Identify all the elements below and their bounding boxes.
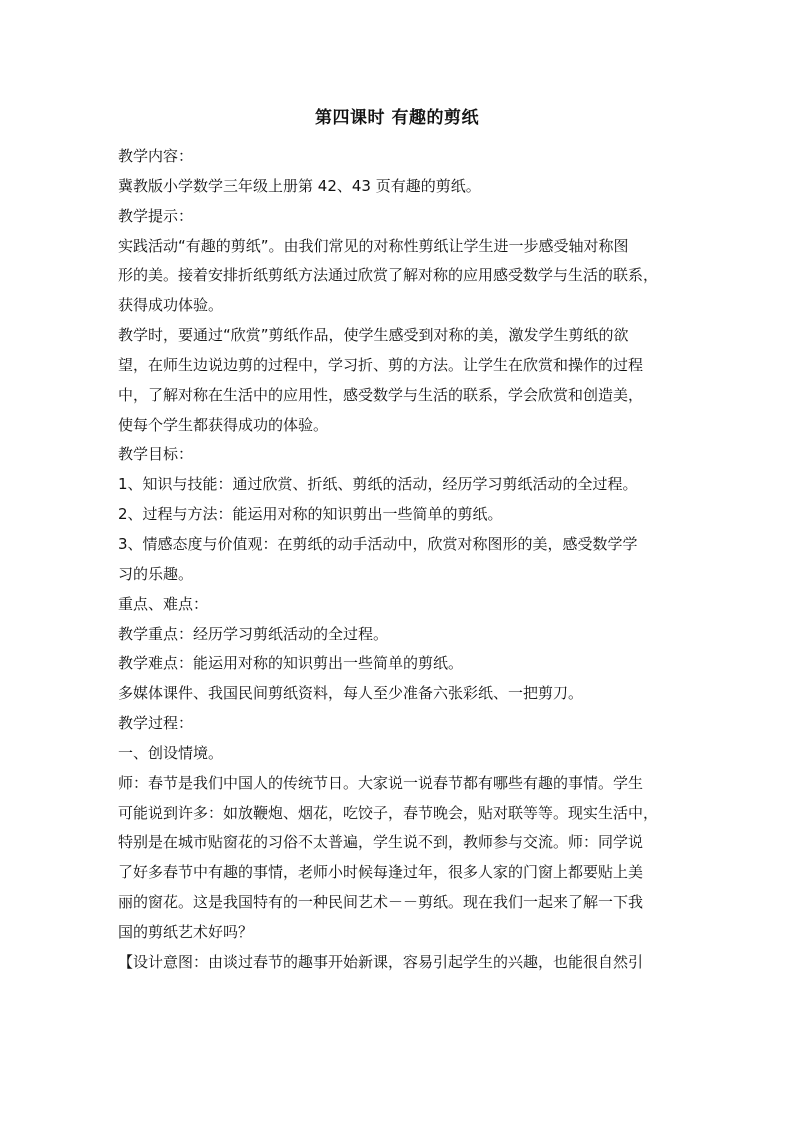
text-line: 丽的窗花。这是我国特有的一种民间艺术－－剪纸。现在我们一起来了解一下我: [118, 893, 644, 912]
text-line: 教学时，要通过“欣赏”剪纸作品，使学生感受到对称的美，激发学生剪纸的欲: [118, 326, 629, 345]
text-line: 使每个学生都获得成功的体验。: [118, 415, 329, 434]
text-line: 教学提示：: [118, 206, 194, 225]
text-line: 了好多春节中有趣的事情，老师小时候每逢过年，很多人家的门窗上都要贴上美: [118, 863, 644, 882]
text-line: 1、知识与技能：通过欣赏、折纸、剪纸的活动，经历学习剪纸活动的全过程。: [118, 475, 638, 494]
text-line: 【设计意图：由谈过春节的趣事开始新课，容易引起学生的兴趣，也能很自然引: [118, 952, 644, 971]
text-line: 习的乐趣。: [118, 564, 194, 583]
text-line: 可能说到许多：如放鞭炮、烟花，吃饺子，春节晚会，贴对联等等。现实生活中，: [118, 803, 659, 822]
document-title: 第四课时 有趣的剪纸: [315, 108, 479, 128]
text-line: 教学难点：能运用对称的知识剪出一些简单的剪纸。: [118, 654, 464, 673]
text-line: 重点、难点：: [118, 594, 209, 613]
text-line: 教学过程：: [118, 714, 194, 733]
text-line: 教学内容：: [118, 147, 194, 165]
text-line: 3、情感态度与价值观：在剪纸的动手活动中，欣赏对称图形的美，感受数学学: [118, 534, 638, 553]
text-line: 冀教版小学数学三年级上册第 42、43 页有趣的剪纸。: [118, 176, 481, 195]
text-line: 实践活动“有趣的剪纸”。由我们常见的对称性剪纸让学生进一步感受轴对称图: [118, 236, 629, 255]
text-line: 获得成功体验。: [118, 296, 224, 315]
text-line: 中，了解对称在生活中的应用性，感受数学与生活的联系，学会欣赏和创造美，: [118, 385, 644, 404]
text-line: 教学重点：经历学习剪纸活动的全过程。: [118, 624, 389, 643]
text-line: 望，在师生边说边剪的过程中，学习折、剪的方法。让学生在欣赏和操作的过程: [118, 355, 644, 374]
text-line: 多媒体课件、我国民间剪纸资料，每人至少准备六张彩纸、一把剪刀。: [118, 684, 584, 703]
document-body: [118, 142, 678, 978]
text-line: 国的剪纸艺术好吗？: [118, 922, 254, 941]
text-line: 教学目标：: [118, 445, 194, 464]
text-line: 特别是在城市贴窗花的习俗不太普遍，学生说不到，教师参与交流。师：同学说: [118, 833, 644, 852]
text-line: 形的美。接着安排折纸剪纸方法通过欣赏了解对称的应用感受数学与生活的联系，: [118, 266, 659, 285]
text-line: 一、创设情境。: [118, 743, 224, 762]
text-line: 2、过程与方法：能运用对称的知识剪出一些简单的剪纸。: [118, 505, 503, 524]
text-line: 师：春节是我们中国人的传统节日。大家说一说春节都有哪些有趣的事情。学生: [118, 773, 644, 792]
